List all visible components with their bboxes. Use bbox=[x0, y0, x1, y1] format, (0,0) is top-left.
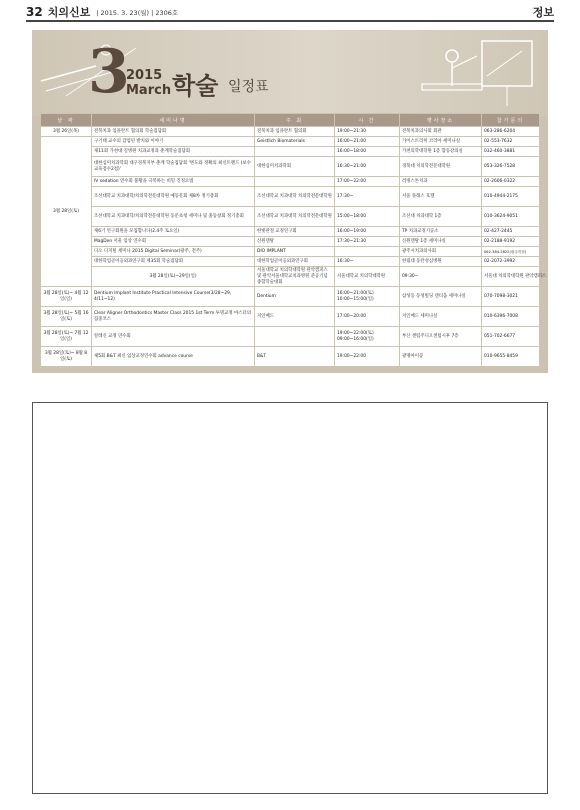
row-seminar: 대한심미치과학회 대구경북지부 춘계 학술집담회 '변도와 정확의 최신트렌드 (보수교육점수2점)' bbox=[92, 157, 255, 177]
row-venue: 서울대 치의학대학원 관악캠퍼스 bbox=[482, 267, 540, 287]
row-contact: 010-3624-9051 bbox=[482, 207, 540, 227]
row-host: 지인메드 bbox=[255, 307, 335, 327]
row-time: 17:00~20:00 bbox=[335, 307, 400, 327]
row-contact: 02-2606-0322 bbox=[482, 177, 540, 187]
row-host: Geistlich Biomaterials bbox=[255, 137, 335, 147]
row-venue: 전북치과의사회 회관 bbox=[400, 127, 482, 137]
row-contact: 070-7098-3021 bbox=[482, 287, 540, 307]
row-venue: 부산 센텀주디오센텀시후 7층 bbox=[400, 327, 482, 347]
row-time: 17:30~ bbox=[335, 187, 400, 207]
row-date: 3월 28일(토)~ 8월 8일(토) bbox=[41, 347, 92, 367]
table-row bbox=[41, 187, 540, 207]
row-venue: 신원덴탈 1층 세미나실 bbox=[400, 237, 482, 247]
row-host: 서울대학교 치의학대학원 bbox=[335, 267, 400, 287]
row-time: 17:00~22:00 bbox=[335, 177, 400, 187]
row-host bbox=[255, 147, 335, 157]
row-date: 3월 28일(토)~ 5월 16일(토) bbox=[41, 307, 92, 327]
row-host: 신원덴탈 bbox=[255, 237, 335, 247]
row-contact: 051-702-6677 bbox=[482, 327, 540, 347]
row-venue: 가천의학대학원 1층 합동강의실 bbox=[400, 147, 482, 157]
table-row bbox=[41, 267, 540, 287]
header-venue: 행사장소 bbox=[400, 114, 482, 127]
issue-info: | 2015. 3. 23(월) | 2306호 bbox=[96, 8, 179, 17]
row-time: 19:00~22:00(토) 09:00~16:00(일) bbox=[335, 327, 400, 347]
row-contact: 02-427-2445 bbox=[482, 227, 540, 237]
table-row bbox=[41, 237, 540, 247]
section-label: 정보 bbox=[532, 6, 554, 19]
schedule-table bbox=[40, 113, 547, 367]
row-host: 한빛관절 교정연구회 bbox=[255, 227, 335, 237]
lecture-illustration bbox=[412, 36, 542, 111]
row-seminar: Dentium Implant Institute Practical Intensive Course(3/28~29, 4/11~12) bbox=[92, 287, 255, 307]
row-date: 3월 28일(토)~ 4월 12일(일) bbox=[41, 287, 92, 307]
row-contact: 053-326-7528 bbox=[482, 157, 540, 177]
row-seminar: 대한학업골이응외과연구회 제35회 학술집담회 bbox=[92, 257, 255, 267]
row-host bbox=[255, 327, 335, 347]
row-venue: 러빙스톤치과 bbox=[400, 177, 482, 187]
table-row bbox=[41, 347, 540, 367]
table-row bbox=[41, 127, 540, 137]
row-contact: 032-460-3881 bbox=[482, 147, 540, 157]
row-time: 16:30~21:00 bbox=[335, 157, 400, 177]
row-seminar: 제5회 B&T 최신 임상교정연수회 advance course bbox=[92, 347, 255, 367]
row-host: 대한심미치과학회 bbox=[255, 157, 335, 177]
row-venue: 광명아이콩 bbox=[400, 347, 482, 367]
row-date: 3월 28일(토) bbox=[41, 137, 92, 287]
table-row bbox=[41, 137, 540, 147]
title-main: 학술 bbox=[172, 71, 219, 100]
month-number: 3 bbox=[88, 37, 130, 107]
row-time: 16:00~21:00(토) 10:00~15:00(일) bbox=[335, 287, 400, 307]
row-seminar: 구기태 교수의 감염된 발치와 이야기 bbox=[92, 137, 255, 147]
row-time: 16:00~18:00 bbox=[335, 147, 400, 157]
table-row bbox=[41, 257, 540, 267]
table-row bbox=[41, 247, 540, 257]
row-host: 조선대학교 치과대학 치의학전문대학원 bbox=[255, 187, 335, 207]
row-venue: 광주시치과의사회 bbox=[400, 247, 482, 257]
row-seminar: 제6기 연구회원을 모집합니다(2.4주 토요일) bbox=[92, 227, 255, 237]
row-venue: 삼성동 동성빌딩 덴티움 세미나실 bbox=[400, 287, 482, 307]
row-seminar: Clear Aligner Orthodontics Master Class 2015 1st Term 투명교정 마스터의 집중코스 bbox=[92, 307, 255, 327]
title-sub: 일정표 bbox=[228, 79, 269, 95]
row-host: B&T bbox=[255, 347, 335, 367]
row-contact: 010-6396-7008 bbox=[482, 307, 540, 327]
table-row bbox=[41, 307, 540, 327]
schedule-panel bbox=[32, 30, 548, 373]
header-host: 주 최 bbox=[255, 114, 335, 127]
row-venue: 서울 플래스 호텔 bbox=[400, 187, 482, 207]
table-row bbox=[41, 327, 540, 347]
header-time: 시 간 bbox=[335, 114, 400, 127]
row-contact: 062-384-2822(광주지점) bbox=[482, 247, 540, 257]
row-venue: TP 치과교정기공소 bbox=[400, 227, 482, 237]
row-seminar: 조선대학교 치과대학/치의학전문대학원 동문초청 세미나 및 홈동창회 정기총회 bbox=[92, 207, 255, 227]
table-row bbox=[41, 177, 540, 187]
table-row bbox=[41, 147, 540, 157]
row-host: 전북치과 임플란트 협의회 bbox=[255, 127, 335, 137]
header-contact: 참가문의 bbox=[482, 114, 540, 127]
row-venue: 경북대 치의학전문대학원 bbox=[400, 157, 482, 177]
row-time: 15:00~18:00 bbox=[335, 207, 400, 227]
row-date: 3월 26일(목) bbox=[41, 127, 92, 137]
table-row bbox=[41, 157, 540, 177]
header-date: 날 짜 bbox=[41, 114, 92, 127]
month-label: March bbox=[126, 83, 172, 98]
table-header bbox=[41, 114, 540, 127]
row-contact: 010-4944-2175 bbox=[482, 187, 540, 207]
row-contact: 02-2072-3992 bbox=[482, 257, 540, 267]
row-time: 19:00~22:00 bbox=[335, 347, 400, 367]
table-row bbox=[41, 207, 540, 227]
masthead bbox=[26, 4, 554, 22]
row-host: DIO IMPLANT bbox=[255, 247, 335, 257]
row-contact: 02-2188-9192 bbox=[482, 237, 540, 247]
row-time: 17:30~21:30 bbox=[335, 237, 400, 247]
newspaper-name: 치의신보 bbox=[47, 6, 91, 19]
row-venue: 한림대 동탄성심병원 bbox=[400, 257, 482, 267]
row-time: 16:30~ bbox=[335, 257, 400, 267]
row-seminar: 알레신 교정 연수회 bbox=[92, 327, 255, 347]
page-number: 32 bbox=[26, 5, 43, 19]
row-venue: 지인메드 세미나실 bbox=[400, 307, 482, 327]
row-contact: 063-286-6204 bbox=[482, 127, 540, 137]
blank-ad-box bbox=[32, 402, 548, 794]
row-contact: 010-9655-8459 bbox=[482, 347, 540, 367]
row-host: 조선대학교 치과대학 치의학전문대학원 bbox=[255, 207, 335, 227]
row-venue: 조선대 치과대학 1층 bbox=[400, 207, 482, 227]
row-time: 19:00~21:30 bbox=[335, 127, 400, 137]
row-seminar: 제11회 가천대 길병원 치과교정과 춘계학술집담회 bbox=[92, 147, 255, 157]
row-seminar: 디오 디지털 세미나 2015 Digital Seminar(광주, 전주) bbox=[92, 247, 255, 257]
row-host bbox=[255, 177, 335, 187]
row-venue: 가이스트리히 코리아 세미나실 bbox=[400, 137, 482, 147]
row-seminar: MagDen 서울 임상 연수회 bbox=[92, 237, 255, 247]
row-seminar: 서울대학교 치의학대학원 관악캠퍼스 및 관악서울대학교치과병원 준공기념 종합학술대회 bbox=[255, 267, 335, 287]
row-host: Dentium bbox=[255, 287, 335, 307]
title-banner bbox=[32, 30, 548, 116]
row-contact: 02-553-7632 bbox=[482, 137, 540, 147]
row-time: 09:30~ bbox=[400, 267, 482, 287]
row-time: 16:00~19:00 bbox=[335, 227, 400, 237]
row-time bbox=[335, 247, 400, 257]
row-time: 16:00~21:00 bbox=[335, 137, 400, 147]
table-row bbox=[41, 227, 540, 237]
row-date: 3월 28일(토)~29일(일) bbox=[92, 267, 255, 287]
row-seminar: 조선대학교 치과대학/치의학전문대학원 예동문회 제8차 정기총회 bbox=[92, 187, 255, 207]
row-seminar: 전북치과 임플란트 협의회 학술집담회 bbox=[92, 127, 255, 137]
row-seminar: IV sedation 연수회 불황을 극복하는 비밀 진정요법 bbox=[92, 177, 255, 187]
header-seminar: 세미나명 bbox=[92, 114, 255, 127]
table-row bbox=[41, 287, 540, 307]
row-date: 3월 28일(토)~ 7월 12일(일) bbox=[41, 327, 92, 347]
row-host: 대한학업골이응외과연구회 bbox=[255, 257, 335, 267]
year-label: 2015 bbox=[126, 68, 163, 83]
